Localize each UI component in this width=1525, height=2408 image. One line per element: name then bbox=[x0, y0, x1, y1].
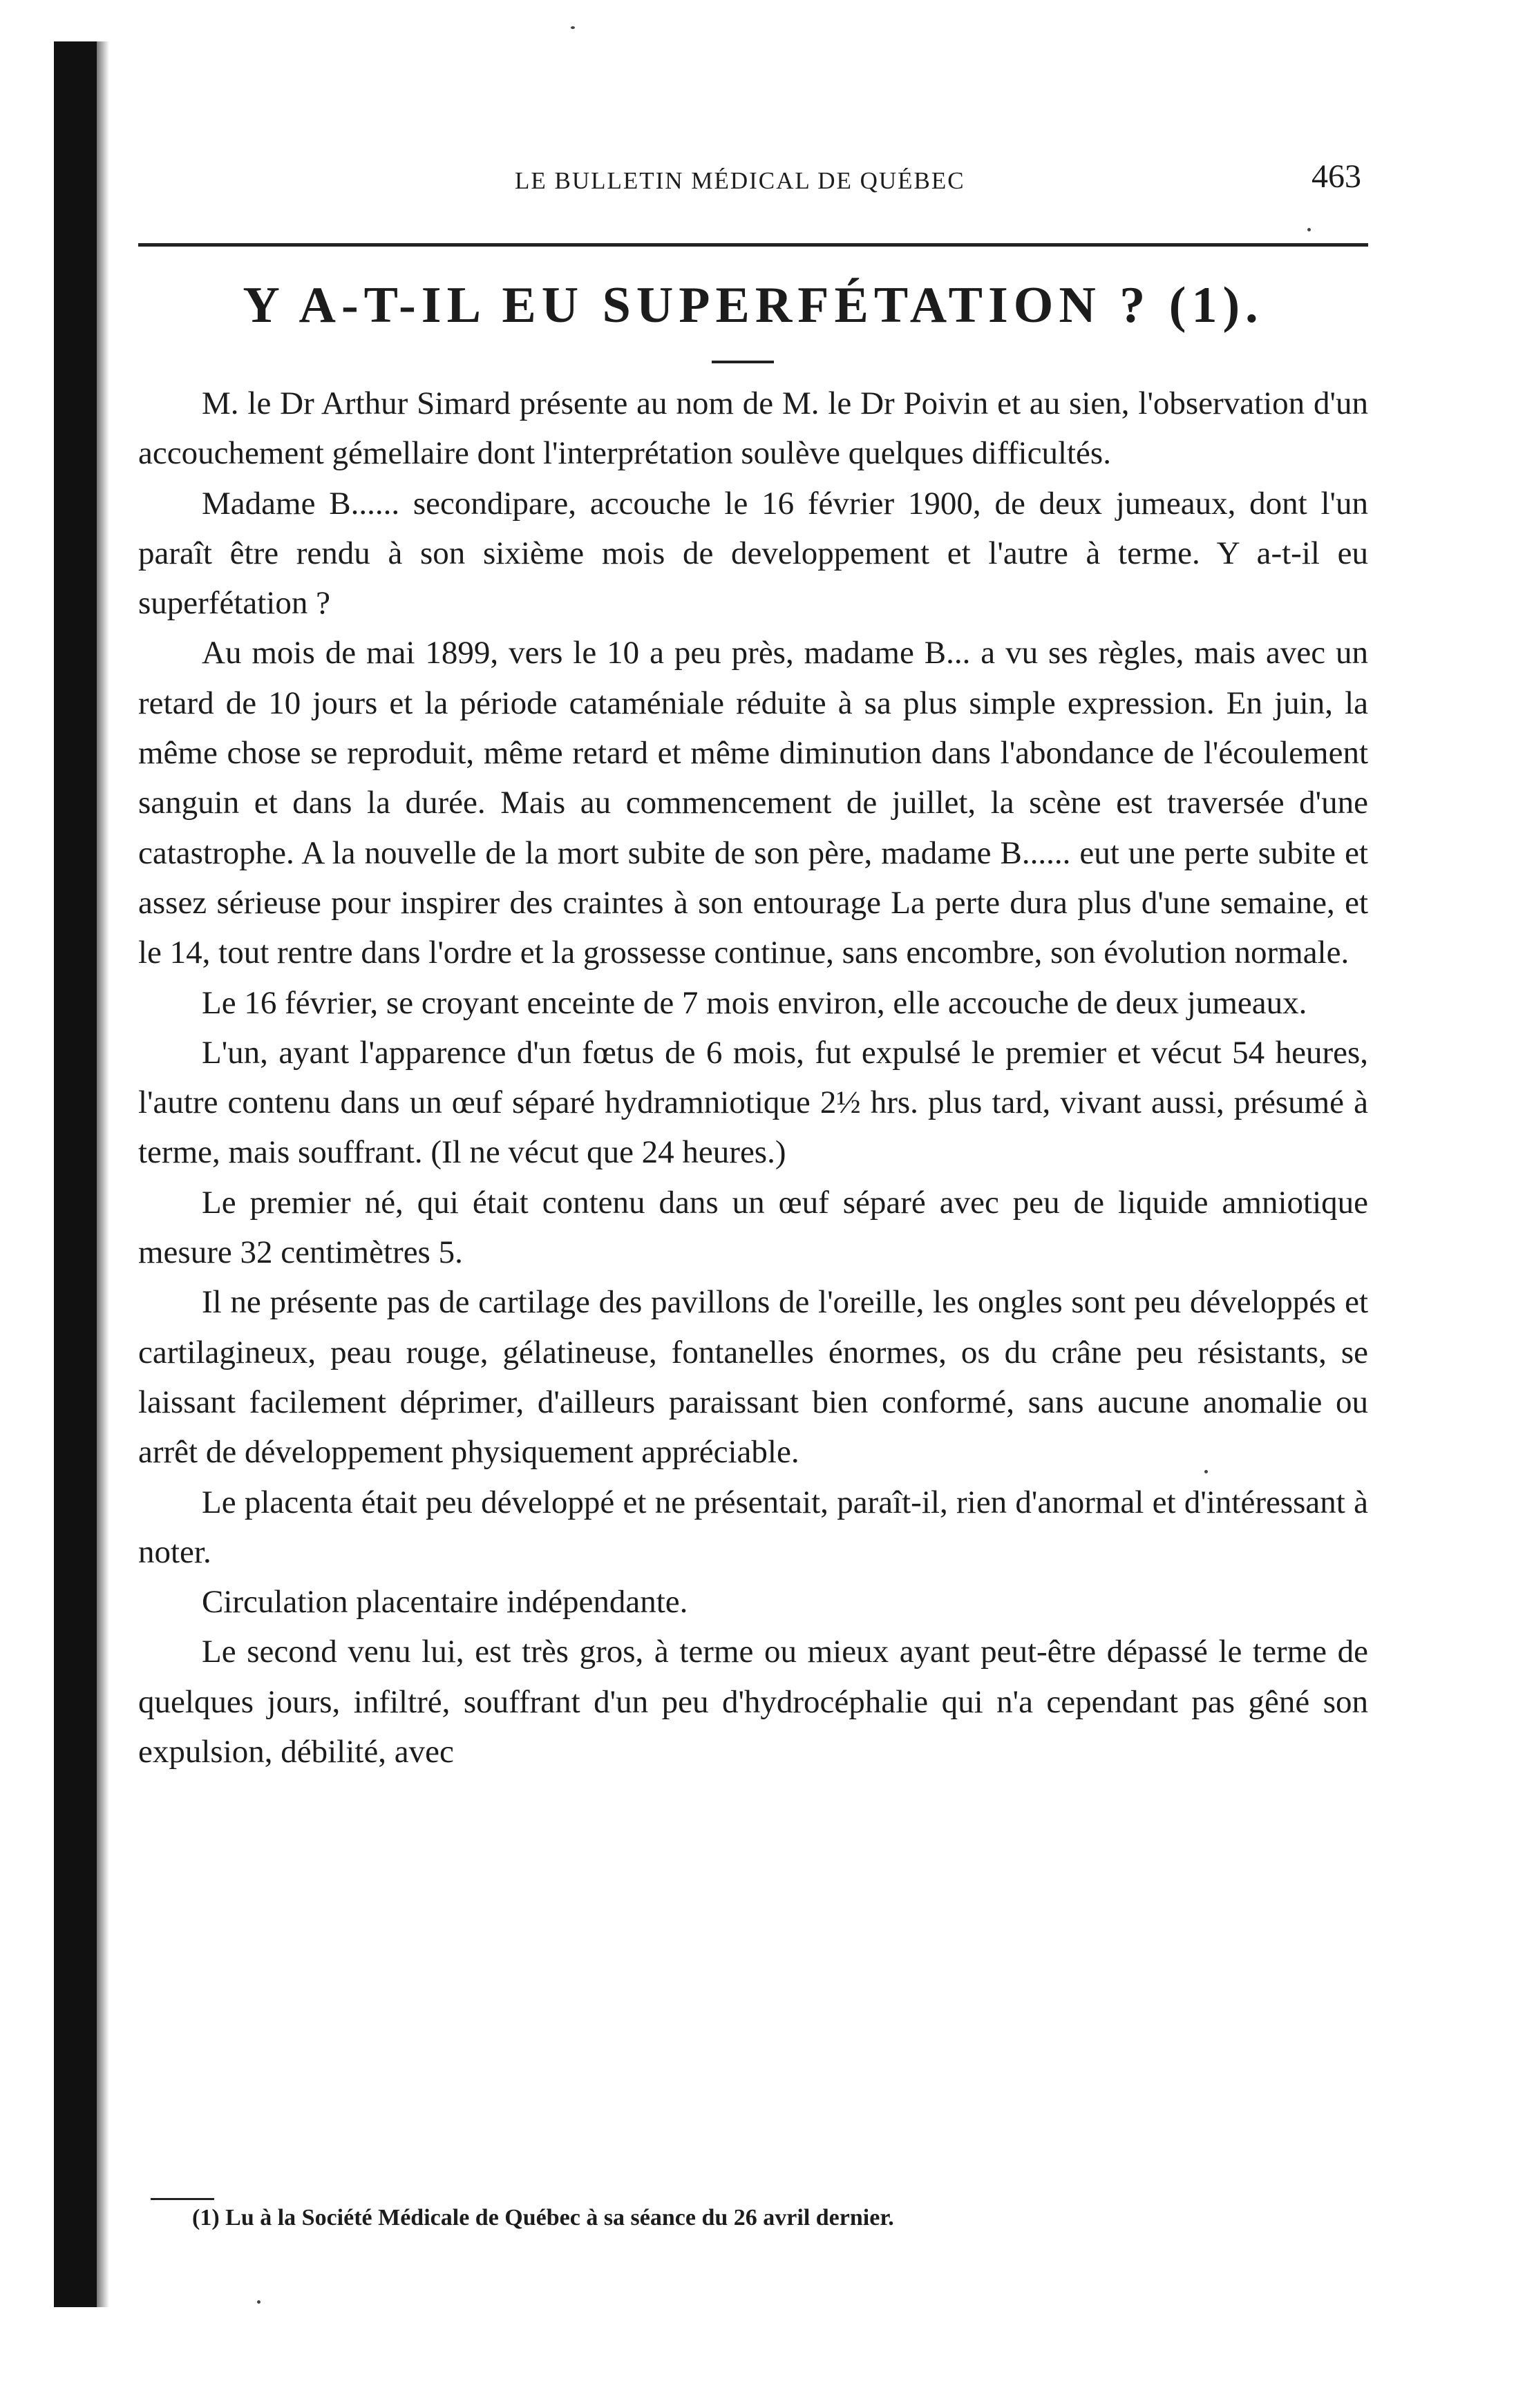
print-speck bbox=[257, 2300, 261, 2304]
paragraph: Le placenta était peu développé et ne présentait, paraît-il, rien d'anormal et d'intéressant à noter. bbox=[138, 1484, 1368, 1570]
page-header bbox=[138, 157, 1368, 199]
article-body bbox=[138, 379, 1368, 1777]
paragraph: L'un, ayant l'apparence d'un fœtus de 6 mois, fut expulsé le premier et vécut 54 heures, l'autre contenu dans un œuf séparé hydramniotique 2½ hrs. plus tard, vivant aussi, présumé à terme, mais souffrant. (Il ne vécut que 24 heures.) bbox=[138, 1034, 1368, 1171]
footnote: (1) Lu à la Société Médicale de Québec à sa séance du 26 avril dernier. bbox=[192, 2205, 894, 2230]
article-title: Y A-T-IL EU SUPERFÉTATION ? (1). bbox=[243, 277, 1264, 334]
paragraph: Le second venu lui, est très gros, à terme ou mieux ayant peut-être dépassé le terme de quelques jours, infiltré, souffrant d'un peu d'hydrocéphalie qui n'a cependant pas gêné son expulsion, débilité, avec bbox=[138, 1634, 1368, 1770]
paragraph: Madame B...... secondipare, accouche le 16 février 1900, de deux jumeaux, dont l'un paraît être rendu à son sixième mois de developpement et l'autre à terme. Y a-t-il eu superfétation ? bbox=[138, 485, 1368, 622]
paragraph: Il ne présente pas de cartilage des pavillons de l'oreille, les ongles sont peu développés et cartilagineux, peau rouge, gélatineuse, fontanelles énormes, os du crâne peu résistants, se laissant facilement déprimer, d'ailleurs paraissant bien conformé, sans aucune anomalie ou arrêt de développement physiquement appréciable. bbox=[138, 1284, 1368, 1471]
binding-shadow bbox=[97, 41, 109, 2307]
print-speck bbox=[571, 26, 575, 29]
paragraph: Au mois de mai 1899, vers le 10 a peu près, madame B... a vu ses règles, mais avec un retard de 10 jours et la période cataméniale réduite à sa plus simple expression. En juin, la même chose se reproduit, même retard et même diminution dans l'abondance de l'écoulement sanguin et dans la durée. Mais au commencement de juillet, la scène est traversée d'une catastrophe. A la nouvelle de la mort subite de son père, madame B...... eut une perte subite et assez sérieuse pour inspirer des craintes à son entourage La perte dura plus d'une semaine, et le 14, tout rentre dans l'ordre et la grossesse continue, sans encombre, son évolution normale. bbox=[138, 635, 1368, 971]
page-binding-edge bbox=[54, 41, 97, 2307]
title-rule bbox=[712, 361, 774, 363]
print-speck bbox=[1307, 228, 1311, 231]
paragraph: Circulation placentaire indépendante. bbox=[202, 1584, 688, 1621]
running-title: LE BULLETIN MÉDICAL DE QUÉBEC bbox=[515, 167, 965, 194]
paragraph: Le 16 février, se croyant enceinte de 7 mois environ, elle accouche de deux jumeaux. bbox=[202, 984, 1307, 1021]
paragraph: M. le Dr Arthur Simard présente au nom de M. le Dr Poivin et au sien, l'observation d'un accouchement gémellaire dont l'interprétation soulève quelques difficultés. bbox=[138, 385, 1368, 472]
footnote-rule bbox=[151, 2198, 214, 2200]
page-number: 463 bbox=[1311, 158, 1361, 195]
paragraph: Le premier né, qui était contenu dans un œuf séparé avec peu de liquide amniotique mesure 32 centimètres 5. bbox=[138, 1184, 1368, 1271]
header-rule bbox=[138, 243, 1368, 247]
